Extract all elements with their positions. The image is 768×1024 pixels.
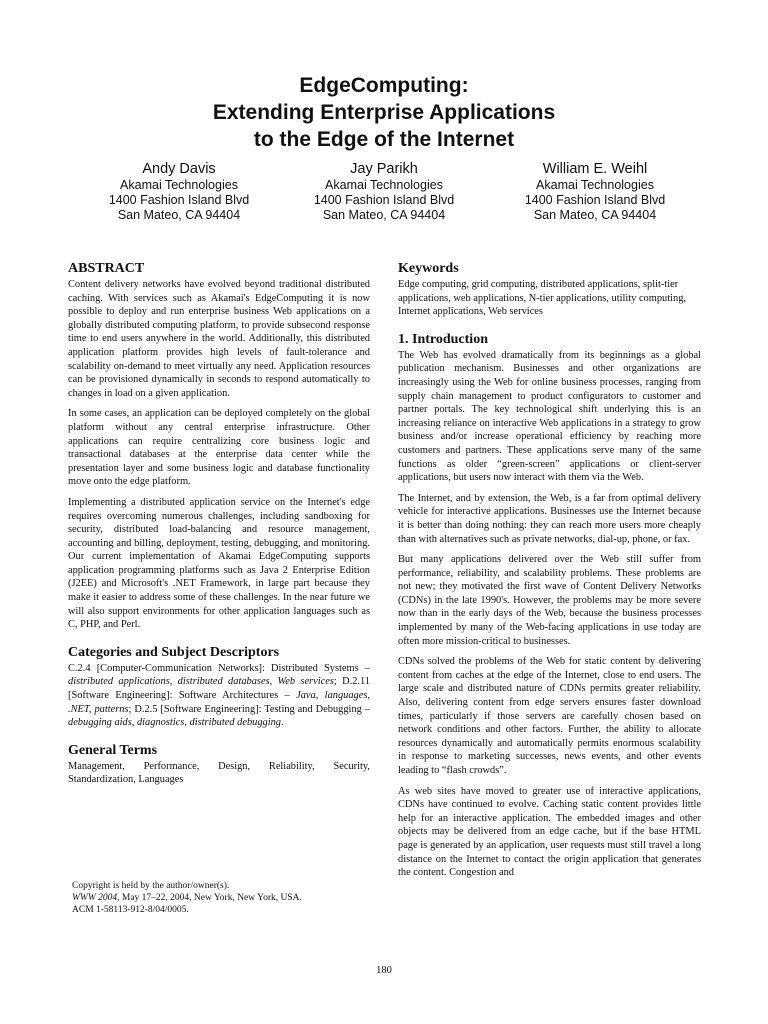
page-number: 180 — [376, 965, 392, 976]
keywords-text: Edge computing, grid computing, distributed applications, split-tier applications, web applications, N-tier applications, utility computing, Internet applications, Web services — [398, 279, 686, 318]
copyright-line-1: Copyright is held by the author/owner(s). — [72, 881, 230, 891]
general-terms-heading: General Terms — [68, 742, 158, 758]
author-city: San Mateo, CA 94404 — [533, 208, 657, 222]
author-name: Andy Davis — [142, 161, 216, 177]
abstract-heading: ABSTRACT — [68, 261, 145, 276]
title-line-3: to the Edge of the Internet — [253, 128, 515, 151]
author-city: San Mateo, CA 94404 — [117, 208, 241, 222]
author-street: 1400 Fashion Island Blvd — [313, 193, 455, 207]
intro-paragraph-5: As web sites have moved to greater use of interactive applications, CDNs have continued to evolve. Caching static content provides little help for an interactive application. The embedded images and other objects may be delivered from an edge cache, but if the base HTML page is generated by an application, user requests must still travel a long distance on the Internet to contact the origin application that generates the content. Congestion and — [398, 785, 701, 879]
keywords-heading: Keywords — [398, 261, 459, 276]
paper-title — [0, 72, 768, 153]
title-line-1: EdgeComputing: — [299, 74, 469, 97]
right-column — [398, 261, 701, 887]
author-name: William E. Weihl — [542, 161, 648, 177]
abstract-paragraph-1: Content delivery networks have evolved beyond traditional distributed caching. With services such as Akamai's EdgeComputing it is now possible to deploy and run enterprise business Web applications on a globally distributed computing platform, to provide subsecond response time to end users anywhere in the world. Additionally, this distributed application platform provides high levels of fault-tolerance and scalability on-demand to meet virtually any need. Application resources can be provisioned dynamically in seconds to respond automatically to changes in load on a given application. — [68, 279, 370, 399]
intro-paragraph-4: CDNs solved the problems of the Web for static content by delivering content from caches at the edge of the Internet, close to end users. The large scale and distributed nature of CDNs permits greater reliability. Also, delivering content from edge servers ensures faster download times, particularly if those servers are carefully chosen based on network conditions and other factors. Further, the ability to allocate resources dynamically and automatically permits enormous scalability in response to marketing successes, news events, and other events leading to “flash crowds”. — [398, 656, 701, 776]
author-name: Jay Parikh — [350, 161, 418, 177]
intro-paragraph-3: But many applications delivered over the Web still suffer from performance, reliability, and scalability problems. These problems are not new; they motivated the first wave of Content Delivery Networks (CDNs) in the late 1990's. However, the problems may be more severe now than in the early days of the Web, because the business processes implemented by many of the Web-facing applications in use today are often more mission-critical to businesses. — [398, 554, 701, 647]
copyright-notice — [72, 880, 362, 916]
general-terms-text: Management, Performance, Design, Reliability, Security, Standardization, Languages — [68, 760, 370, 786]
abstract-paragraph-2: In some cases, an application can be deployed completely on the global platform without any central enterprise infrastructure. Other applications can require centralizing core business logic and transactional databases at the enterprise data center while the presentation layer and some business logic and database functionality move onto the edge platform. — [68, 408, 370, 488]
copyright-line-3: ACM 1-58113-912-8/04/0005. — [72, 905, 189, 915]
author-street: 1400 Fashion Island Blvd — [524, 193, 666, 207]
copyright-line-2: WWW 2004, May 17–22, 2004, New York, New York, USA. — [72, 893, 302, 903]
author-org: Akamai Technologies — [325, 178, 443, 192]
author-3 — [480, 160, 710, 223]
left-column — [68, 261, 370, 794]
author-org: Akamai Technologies — [536, 178, 654, 192]
author-2 — [269, 160, 499, 223]
intro-paragraph-1: The Web has evolved dramatically from its beginnings as a global publication mechanism. Businesses and other organizations are increasingly using the Web for online business processes, ranging from supply chain management to product configurators to customer and partner portals. The key technological shift underlying this is an increasing reliance on interactive Web applications in a strategy to grow business and/or increase operational efficiency by reaching more customers and partners. These applications serve many of the same functions as older “green-screen” applications or client-server applications, but users now interact with them via the Web. — [398, 349, 701, 484]
categories-heading: Categories and Subject Descriptors — [68, 644, 280, 660]
title-line-2: Extending Enterprise Applications — [212, 101, 556, 124]
abstract-paragraph-3: Implementing a distributed application service on the Internet's edge requires overcoming numerous challenges, including sandboxing for security, distributed load-balancing and resource management, accounting and billing, deployment, testing, debugging, and monitoring. Our current implementation of Akamai EdgeComputing supports application programming platforms such as Java 2 Enterprise Edition (J2EE) and Microsoft's .NET Framework, in large part because they make it easier to address some of these challenges. In the near future we will also support environments for other application languages such as C, PHP, and Perl. — [68, 496, 370, 631]
author-street: 1400 Fashion Island Blvd — [108, 193, 250, 207]
author-city: San Mateo, CA 94404 — [322, 208, 446, 222]
author-1 — [64, 160, 294, 223]
categories-text: C.2.4 [Computer-Communication Networks]: Distributed Systems – distributed applications, distributed databases, Web services; D.2.11 [Software Engineering]: Software Architectures – Java, languages, .NET, patterns; D.2.5 [Software Engineering]: Testing and Debugging – debugging aids, diagnostics, distributed debugging. — [68, 662, 371, 729]
introduction-heading: 1. Introduction — [398, 331, 488, 347]
intro-paragraph-2: The Internet, and by extension, the Web, is a far from optimal delivery vehicle for interactive applications. Businesses use the Internet because it is better than doing nothing: they can reach more users more cheaply than with alternatives such as private networks, dial-up, phone, or fax. — [398, 492, 701, 545]
author-org: Akamai Technologies — [120, 178, 238, 192]
